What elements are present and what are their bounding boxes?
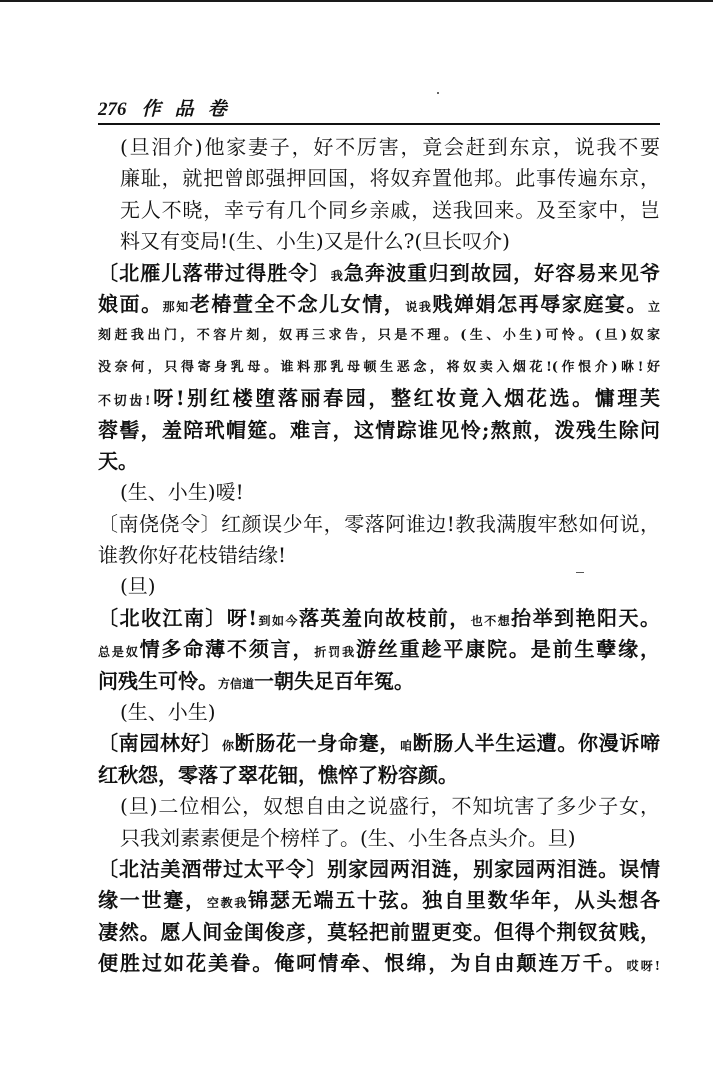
lyric-text: 贱婵娟怎再辱家庭宴。 [432, 291, 648, 316]
padding-word: 折罚我 [314, 645, 356, 660]
text-line [98, 226, 660, 257]
text-line [98, 163, 660, 194]
text-line [98, 383, 660, 414]
song-title: 〔北收江南〕呀! [98, 605, 258, 630]
spoken-text: (旦泪介)他家妻子，好不厉害，竟会赶到东京，说我不要 [120, 135, 660, 159]
padding-word: 总是奴 [98, 645, 140, 660]
body-text [98, 132, 660, 980]
text-line [98, 320, 660, 351]
text-line [98, 258, 660, 289]
padding-word: 空教我 [206, 896, 249, 911]
text-line [98, 603, 660, 634]
text-line [98, 885, 660, 916]
text-line [98, 917, 660, 948]
spoken-text: 只我刘素素便是个榜样了。(生、小生各点头介。旦) [120, 825, 576, 850]
padding-word: 方信道 [218, 676, 255, 691]
lyric-text: 呀!别红楼堕落丽春园，整红妆竟入烟花选。慵理芙 [150, 386, 660, 411]
padding-word: 也不想 [470, 613, 512, 628]
running-title: 作品卷 [141, 98, 241, 120]
spoken-text: 料又有变局!(生、小生)又是什么?(旦长叹介) [120, 229, 510, 254]
padding-word: 我 [330, 268, 344, 283]
text-line [98, 697, 660, 728]
header-rule [98, 123, 660, 125]
inline-speech: 不切齿! [98, 394, 151, 410]
text-line [98, 854, 660, 885]
spoken-text: (旦)二位相公，奴想自由之说盛行，不知坑害了多少子女， [120, 794, 660, 819]
text-line [98, 540, 660, 571]
padding-word: 到如今 [257, 613, 299, 628]
spoken-text: 无人不晓，幸亏有几个同乡亲戚，送我回来。及至家中，岂 [120, 197, 660, 222]
lyric-text: 问残生可怜。 [98, 668, 218, 693]
text-line [98, 948, 660, 979]
print-speck [576, 572, 584, 573]
text-line [98, 571, 660, 602]
text-line [98, 446, 660, 477]
page-header [98, 94, 658, 124]
lyric-text: 蓉髻，羞陪玳帽筵。难言，这情踪谁见怜;熬煎，泼残生除问 [98, 417, 660, 442]
lyric-text: 急奔波重归到故园，好容易来见爷 [343, 260, 660, 285]
lyric-text: 红秋怨，零落了翠花钿，憔悴了粉容颜。 [98, 762, 458, 787]
inline-speech: 立 [647, 299, 660, 314]
inline-speech: 没奈何，只得寄身乳母。谁料那乳母顿生恶念，将奴卖入烟花!(作恨介)咻!好 [98, 359, 660, 375]
text-line [98, 132, 660, 163]
lyric-text: 游丝重趁平康院。是前生孽缘， [355, 637, 660, 662]
text-line [98, 666, 660, 697]
top-border-rule [0, 0, 713, 2]
song-title: 〔北雁儿落带过得胜令〕 [98, 260, 331, 285]
song-lyric: 〔南侥侥令〕红颜误少年，零落阿谁边!教我满腹牢愁如何说， [98, 511, 660, 536]
text-line [98, 823, 660, 854]
lyric-text: 凄然。愿人间金闺俊彦，莫轻把前盟更变。但得个荆钗贫贱， [98, 919, 660, 944]
padding-word: 咱 [400, 739, 413, 754]
padding-word: 那知 [162, 299, 190, 314]
padding-word: 你 [222, 739, 235, 754]
lyric-text: 老椿萱全不念儿女情， [189, 291, 406, 316]
lyric-text: 一朝失足百年冤。 [254, 668, 415, 693]
lyric-text: 锦瑟无端五十弦。独自里数华年，从头想各 [248, 888, 660, 913]
text-line [98, 195, 660, 226]
song-title: 〔南园林好〕 [98, 731, 222, 756]
lyric-text: 娘面。 [98, 291, 163, 316]
song-title: 〔北沽美酒带过太平令〕别家园两泪涟，别家园两泪涟。误情 [98, 856, 660, 881]
lyric-text: 便胜过如花美眷。俺呵情牵、恨绵，为自由颠连万千。 [98, 951, 627, 976]
text-line [98, 760, 660, 791]
lyric-text: 情多命薄不须言， [139, 637, 315, 662]
text-line [98, 477, 660, 508]
stage-direction: (生、小生) [120, 700, 216, 725]
text-line [98, 634, 660, 665]
stage-direction: (生、小生)嗳! [120, 480, 244, 505]
text-line [98, 791, 660, 822]
lyric-text: 断肠人半生运遭。你漫诉啼 [412, 731, 660, 756]
lyric-text: 缘一世蹇， [98, 888, 207, 913]
lyric-text: 抬举到艳阳天。 [511, 605, 660, 630]
padding-word: 说我 [405, 299, 433, 314]
spoken-text: 廉耻，就把曾郎强押回国，将奴弃置他邦。此事传遍东京， [120, 166, 660, 191]
text-line [98, 728, 660, 759]
text-line [98, 352, 660, 383]
lyric-text: 天。 [98, 448, 138, 473]
text-line [98, 415, 660, 446]
text-line [98, 289, 660, 320]
stage-direction: (旦) [120, 574, 156, 599]
song-lyric: 谁教你好花枝错结缘! [98, 543, 287, 568]
inline-speech: 刻赶我出门，不容片刻，奴再三求告，只是不理。(生、小生)可怜。(旦)奴家 [98, 328, 660, 344]
padding-word: 哎呀! [626, 959, 660, 974]
page-number: 276 [98, 99, 127, 120]
lyric-text: 断肠花一身命蹇， [234, 731, 400, 756]
text-line [98, 509, 660, 540]
lyric-text: 落英羞向故枝前， [298, 605, 471, 630]
